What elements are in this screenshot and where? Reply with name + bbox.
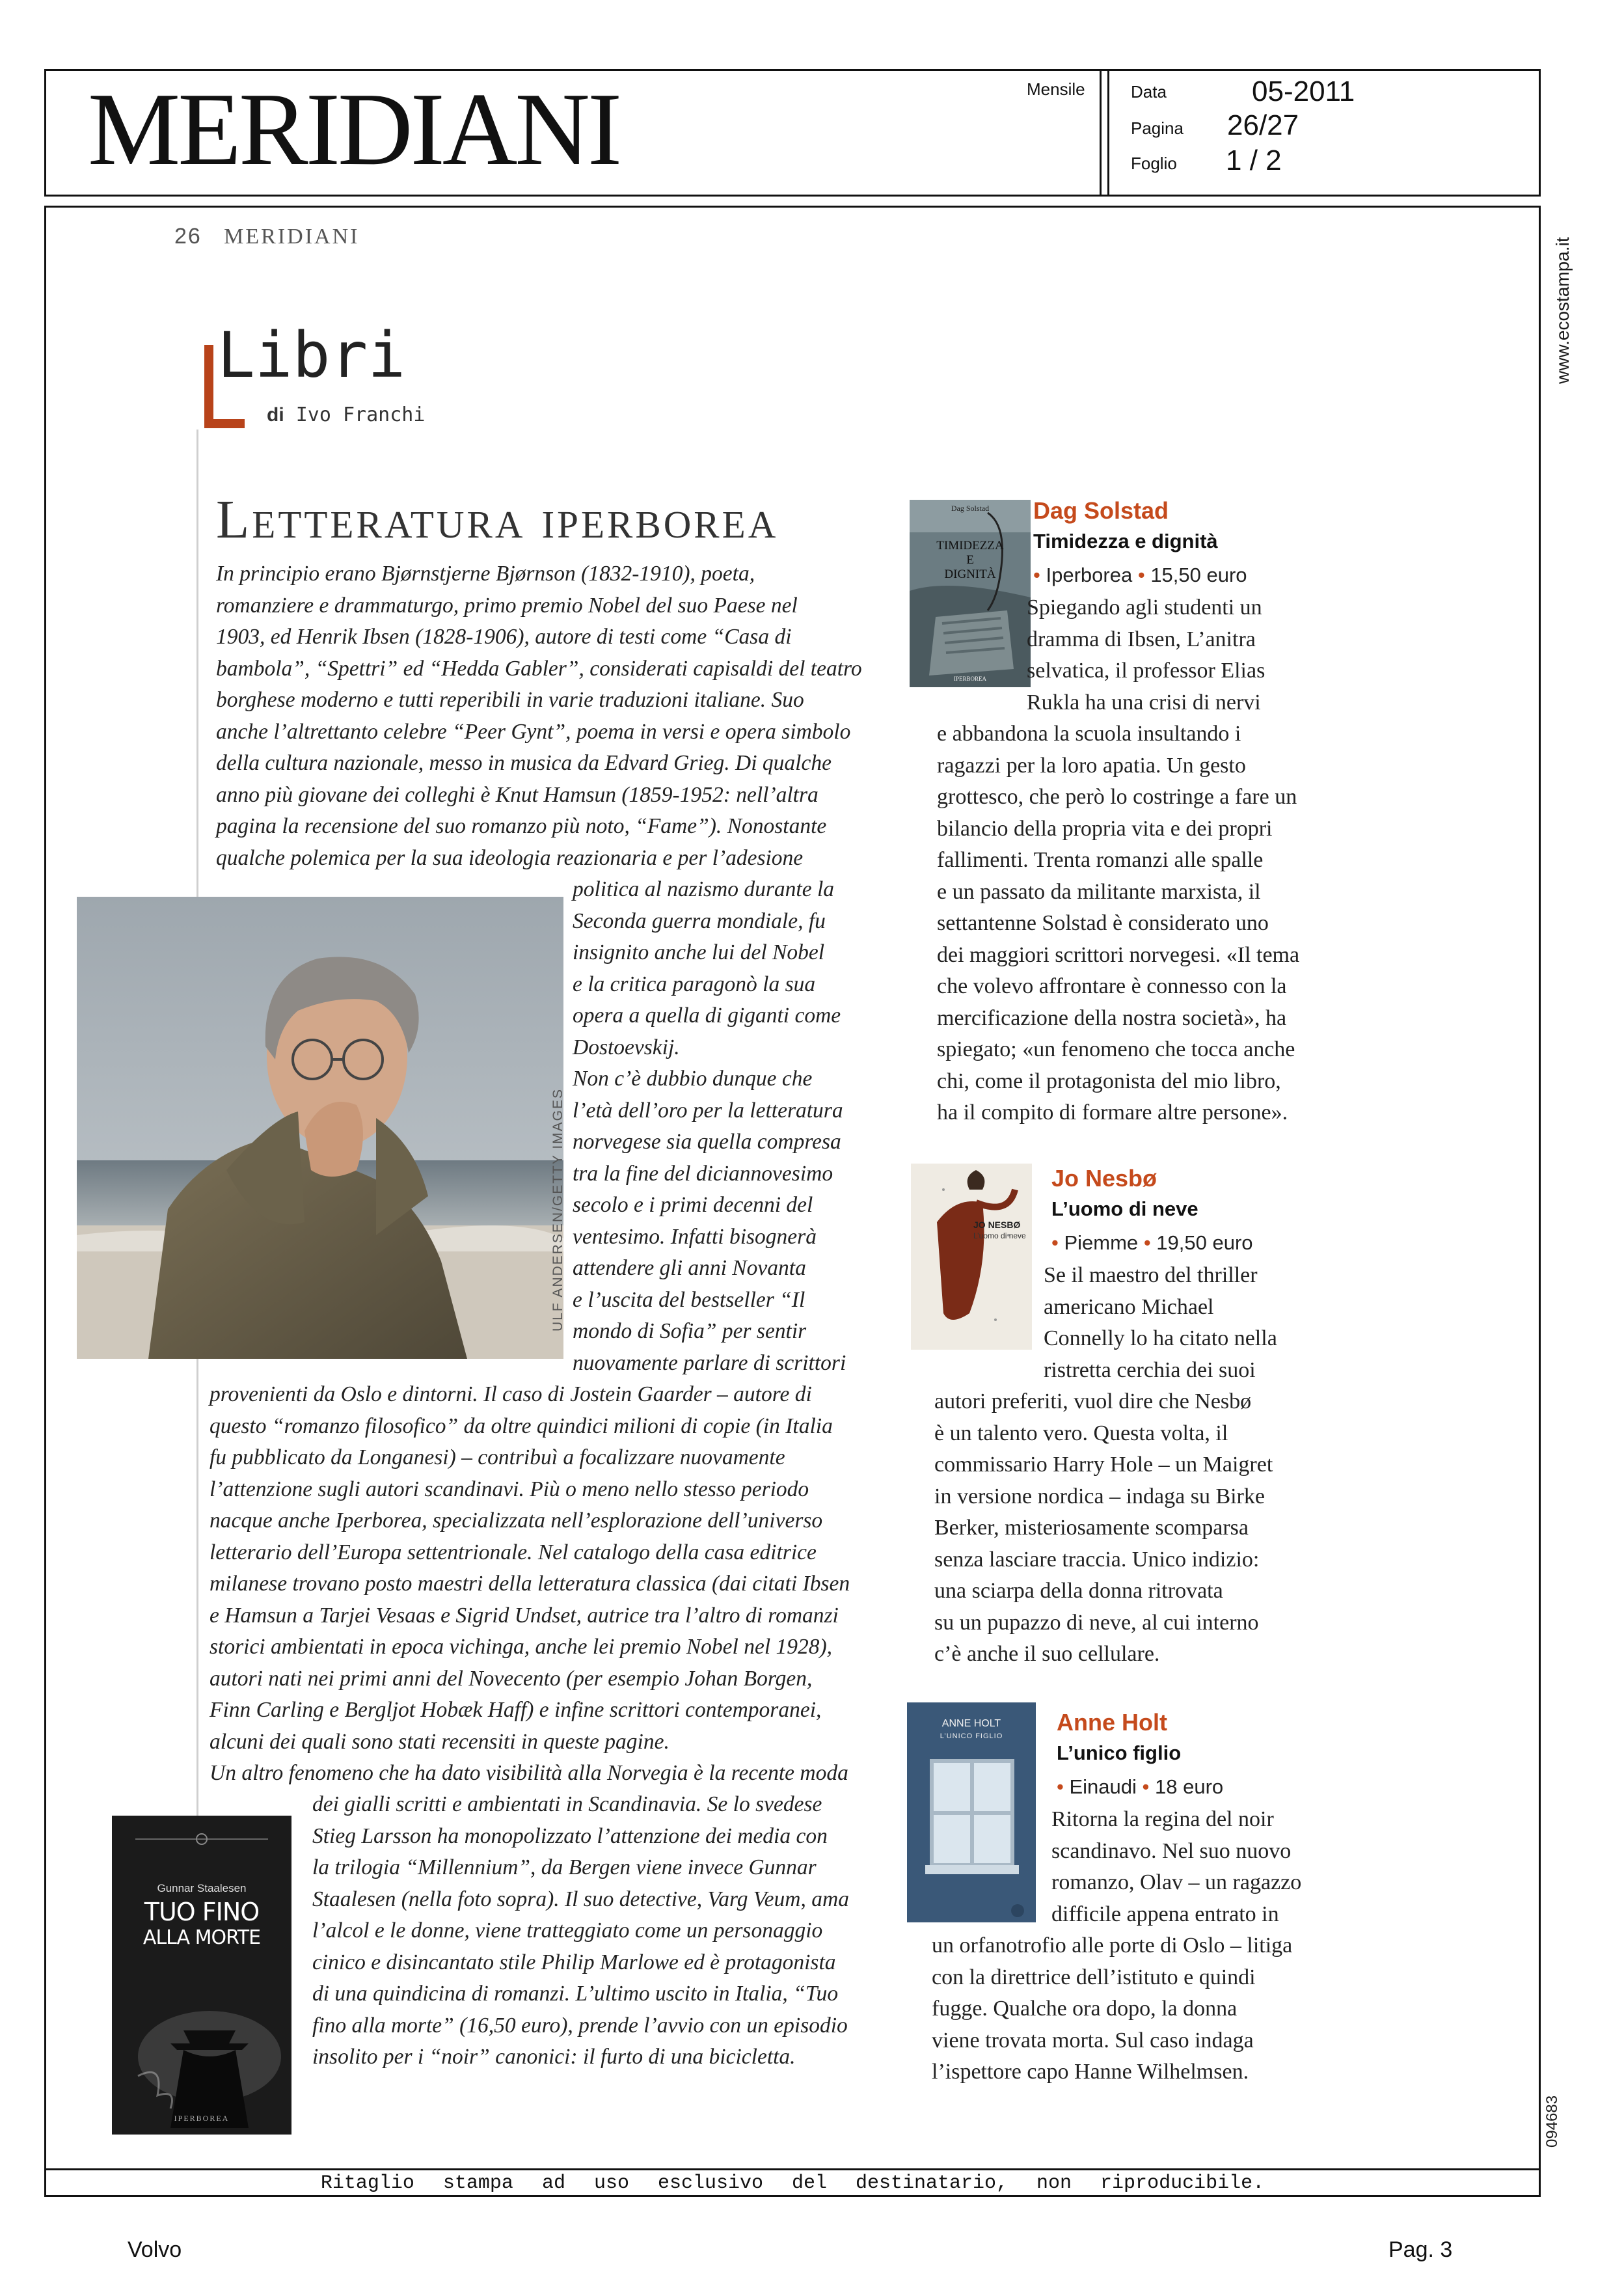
- review-publisher-price: • Iperborea • 15,50 euro: [1033, 564, 1247, 586]
- text-line: Stieg Larsson ha monopolizzato l’attenzione dei media con: [312, 1823, 828, 1848]
- text-line: politica al nazismo durante la: [573, 877, 834, 901]
- section-title: Libri: [217, 319, 405, 392]
- text-line: è un talento vero. Questa volta, il: [934, 1421, 1228, 1445]
- masthead: MERIDIANI: [88, 71, 620, 187]
- date-value: 05-2011: [1252, 75, 1355, 107]
- review-text: [932, 1804, 1400, 2088]
- text-line: Rukla ha una crisi di nervi: [1027, 690, 1261, 715]
- review-text: [934, 1260, 1403, 1671]
- text-line: Connelly lo ha citato nella: [1044, 1326, 1277, 1350]
- text-line: Non c’è dubbio dunque che: [573, 1067, 813, 1091]
- text-line: alcuni dei quali sono stati recensiti in queste pagine.: [210, 1729, 670, 1754]
- cover-author: Dag Solstad: [951, 504, 990, 513]
- cover-title-line1: TUO FINO: [144, 1898, 260, 1926]
- text-line: americano Michael: [1044, 1294, 1214, 1319]
- text-line: e la critica paragonò la sua: [573, 972, 816, 996]
- byline-prefix: di: [267, 404, 284, 426]
- book-cover-staalesen: [112, 1816, 291, 2135]
- cover-publisher: IPERBOREA: [174, 2114, 230, 2123]
- byline-name: Ivo Franchi: [295, 403, 426, 426]
- text-line: e l’uscita del bestseller “Il: [573, 1287, 805, 1312]
- review-book-title: L’unico figlio: [1057, 1741, 1182, 1764]
- text-line: Dostoevskij.: [573, 1035, 680, 1059]
- text-line: fino alla morte” (16,50 euro), prende l’avvio con un episodio: [312, 2013, 848, 2038]
- folio-number: 26: [174, 224, 202, 249]
- text-line: l’alcol e le donne, viene tratteggiato come un personaggio: [312, 1918, 823, 1943]
- cover-author: ANNE HOLT: [941, 1718, 1001, 1729]
- text-line: In principio erano Bjørnstjerne Bjørnson (1832-1910), poeta,: [216, 562, 755, 586]
- text-line: romanzo, Olav – un ragazzo: [1051, 1870, 1302, 1894]
- text-line: senza lasciare traccia. Unico indizio:: [934, 1547, 1260, 1572]
- text-line: selvatica, il professor Elias: [1027, 659, 1265, 683]
- disclaimer: Ritaglio stampa ad uso esclusivo del destinatario, non riproducibile.: [320, 2172, 1265, 2194]
- page-label: Pagina: [1131, 118, 1184, 138]
- text-line: di una quindicina di romanzi. L’ultimo uscito in Italia, “Tuo: [312, 1982, 839, 2006]
- date-label: Data: [1131, 82, 1167, 102]
- review-text: [937, 592, 1405, 1129]
- review-book-title: L’uomo di neve: [1051, 1197, 1198, 1220]
- review-publisher-price: • Einaudi • 18 euro: [1057, 1775, 1224, 1798]
- text-line: autori preferiti, vuol dire che Nesbø: [934, 1389, 1252, 1413]
- text-line: anno più giovane dei colleghi è Knut Hamsun (1859-1952: nell’altra: [216, 782, 819, 807]
- text-line: pagina la recensione del suo romanzo più noto, “Fame”). Nonostante: [216, 814, 827, 838]
- section-accent: [204, 419, 245, 428]
- text-line: letterario dell’Europa settentrionale. Nel catalogo della casa editrice: [210, 1540, 817, 1564]
- text-line: qualche polemica per la sua ideologia reazionaria e per l’adesione: [216, 845, 804, 870]
- text-line: un orfanotrofio alle porte di Oslo – litiga: [932, 1933, 1293, 1958]
- text-line: nuovamente parlare di scrittori: [573, 1350, 846, 1375]
- folio: [174, 224, 359, 249]
- text-line: mondo di Sofia” per sentir: [573, 1319, 807, 1343]
- text-line: provenienti da Oslo e dintorni. Il caso di Jostein Gaarder – autore di: [210, 1382, 812, 1406]
- text-line: e un passato da militante marxista, il: [937, 879, 1261, 904]
- text-line: nacque anche Iperborea, specializzata nell’esplorazione dell’universo: [210, 1508, 823, 1533]
- text-line: bambola”, “Spettri” ed “Hedda Gabler”, considerati capisaldi del teatro: [216, 656, 862, 681]
- text-line: Ritorna la regina del noir: [1051, 1807, 1274, 1831]
- article-body-beside-photo: [573, 874, 911, 1379]
- text-line: norvegese sia quella compresa: [573, 1130, 841, 1154]
- text-line: dei gialli scritti e ambientati in Scandinavia. Se lo svedese: [312, 1792, 822, 1816]
- text-line: commissario Harry Hole – un Maigret: [934, 1453, 1273, 1477]
- text-line: ventesimo. Infatti bisognerà: [573, 1224, 817, 1249]
- text-line: della cultura nazionale, messo in musica da Edvard Grieg. Di qualche: [216, 751, 832, 775]
- text-line: attendere gli anni Novanta: [573, 1256, 806, 1280]
- text-line: difficile appena entrato in: [1051, 1902, 1279, 1926]
- text-line: questo “romanzo filosofico” da oltre quindici milioni di copie (in Italia: [210, 1413, 833, 1438]
- review-author: Dag Solstad: [1033, 497, 1169, 524]
- text-line: bilancio della propria vita e dei propri: [937, 816, 1273, 841]
- article-headline: Letteratura iperborea: [216, 489, 779, 550]
- cover-title: L’UNICO FIGLIO: [940, 1732, 1003, 1740]
- text-line: storici ambientati in epoca vichinga, anche lei premio Nobel nel 1928),: [210, 1635, 833, 1659]
- text-line: fallimenti. Trenta romanzi alle spalle: [937, 848, 1264, 872]
- text-line: in versione nordica – indaga su Birke: [934, 1484, 1265, 1508]
- text-line: secolo e i primi decenni del: [573, 1193, 813, 1217]
- cover-author: Gunnar Staalesen: [157, 1882, 247, 1894]
- text-line: su un pupazzo di neve, al cui interno: [934, 1610, 1259, 1635]
- cover-author: JO NESBØ: [973, 1220, 1021, 1230]
- page-value: 26/27: [1227, 109, 1299, 141]
- text-line: fugge. Qualche ora dopo, la donna: [932, 1997, 1238, 2021]
- text-line: Un altro fenomeno che ha dato visibilità alla Norvegia è la recente moda: [210, 1761, 848, 1785]
- header-divider: [1107, 69, 1109, 197]
- text-line: 1903, ed Henrik Ibsen (1828-1906), autore di testi come “Casa di: [216, 625, 792, 649]
- text-line: dei maggiori scrittori norvegesi. «Il tema: [937, 942, 1300, 967]
- text-line: romanziere e drammaturgo, primo premio Nobel del suo Paese nel: [216, 593, 798, 618]
- text-line: ristretta cerchia dei suoi: [1044, 1358, 1256, 1382]
- text-line: l’attenzione sugli autori scandinavi. Più o meno nello stesso periodo: [210, 1477, 809, 1501]
- text-line: viene trovata morta. Sul caso indaga: [932, 2028, 1254, 2053]
- text-line: opera a quella di giganti come: [573, 1003, 841, 1028]
- footer-page: Pag. 3: [1388, 2237, 1453, 2262]
- article-body-bottom: [312, 1789, 898, 2073]
- sheet-value: 1 / 2: [1226, 144, 1282, 176]
- text-line: borghese moderno e tutti reperibili in varie traduzioni italiane. Suo: [216, 688, 804, 712]
- text-line: mercificazione della nostra società», ha: [937, 1005, 1287, 1030]
- review-book-title: Timidezza e dignità: [1033, 530, 1218, 553]
- text-line: e Hamsun a Tarjei Vesaas e Sigrid Undset, autrice tra l’altro di romanzi: [210, 1603, 839, 1628]
- text-line: settantenne Solstad è considerato uno: [937, 911, 1269, 935]
- disclaimer-rule: [44, 2168, 1541, 2170]
- text-line: chi, come il protagonista del mio libro,: [937, 1069, 1281, 1093]
- cover-title: TIMIDEZZA E DIGNITÀ: [936, 539, 1004, 581]
- text-line: anche l’altrettanto celebre “Peer Gynt”, poema in versi e opera simbolo: [216, 719, 851, 744]
- review-publisher-price: • Piemme • 19,50 euro: [1051, 1231, 1253, 1254]
- text-line: grottesco, che però lo costringe a fare un: [937, 785, 1297, 809]
- text-line: l’ispettore capo Hanne Wilhelmsen.: [932, 2060, 1249, 2084]
- text-line: cinico e disincantato stile Philip Marlowe ed è protagonista: [312, 1950, 836, 1974]
- byline: [267, 403, 425, 426]
- text-line: Seconda guerra mondiale, fu: [573, 908, 826, 933]
- cover-publisher: IPERBOREA: [953, 676, 986, 682]
- article-body-top: [216, 558, 906, 874]
- text-line: dramma di Ibsen, L’anitra: [1027, 627, 1256, 651]
- text-line: Berker, misteriosamente scomparsa: [934, 1516, 1249, 1540]
- text-line: l’età dell’oro per la letteratura: [573, 1098, 843, 1123]
- text-line: tra la fine del diciannovesimo: [573, 1161, 833, 1186]
- text-line: fu pubblicato da Longanesi) – contribuì a focalizzare nuovamente: [210, 1445, 785, 1469]
- text-line: milanese trovano posto maestri della letteratura classica (dai citati Ibsen: [210, 1572, 850, 1596]
- text-line: Se il maestro del thriller: [1044, 1263, 1258, 1287]
- text-line: e abbandona la scuola insultando i: [937, 722, 1241, 746]
- text-line: con la direttrice dell’istituto e quindi: [932, 1965, 1256, 1989]
- cover-title-line2: ALLA MORTE: [142, 1926, 261, 1949]
- review-author: Anne Holt: [1057, 1709, 1167, 1736]
- sheet-label: Foglio: [1131, 154, 1177, 173]
- text-line: c’è anche il suo cellulare.: [934, 1642, 1160, 1666]
- section-accent: [204, 345, 213, 428]
- review-author: Jo Nesbø: [1051, 1165, 1157, 1192]
- header-divider: [1100, 69, 1102, 197]
- author-photo: [77, 897, 563, 1359]
- text-line: la trilogia “Millennium”, da Bergen viene invece Gunnar: [312, 1855, 817, 1879]
- text-line: ragazzi per la loro apatia. Un gesto: [937, 753, 1246, 778]
- text-line: una sciarpa della donna ritrovata: [934, 1579, 1223, 1603]
- text-line: Spiegando agli studenti un: [1027, 595, 1262, 620]
- text-line: scandinavo. Nel suo nuovo: [1051, 1838, 1292, 1863]
- cover-title: L’uomo di neve: [973, 1231, 1026, 1240]
- text-line: insolito per i “noir” canonici: il furto di una bicicletta.: [312, 2045, 796, 2069]
- text-line: Staalesen (nella foto sopra). Il suo detective, Varg Veum, ama: [312, 1887, 849, 1911]
- side-url: www.ecostampa.it: [1552, 237, 1573, 384]
- folio-title: MERIDIANI: [224, 225, 360, 249]
- text-line: insignito anche lui del Nobel: [573, 940, 825, 964]
- text-line: Finn Carling e Bergljot Hobæk Haff) e infine scrittori contemporanei,: [210, 1698, 822, 1722]
- text-line: autori nati nei primi anni del Novecento (per esempio Johan Borgen,: [210, 1666, 813, 1691]
- text-line: ha il compito di formare altre persone».: [937, 1100, 1288, 1125]
- article-body-middle: [210, 1379, 912, 1790]
- footer-client: Volvo: [128, 2237, 182, 2262]
- frequency-label: Mensile: [1027, 79, 1085, 99]
- text-line: spiegato; «un fenomeno che tocca anche: [937, 1037, 1295, 1061]
- text-line: che volevo affrontare è connesso con la: [937, 974, 1287, 998]
